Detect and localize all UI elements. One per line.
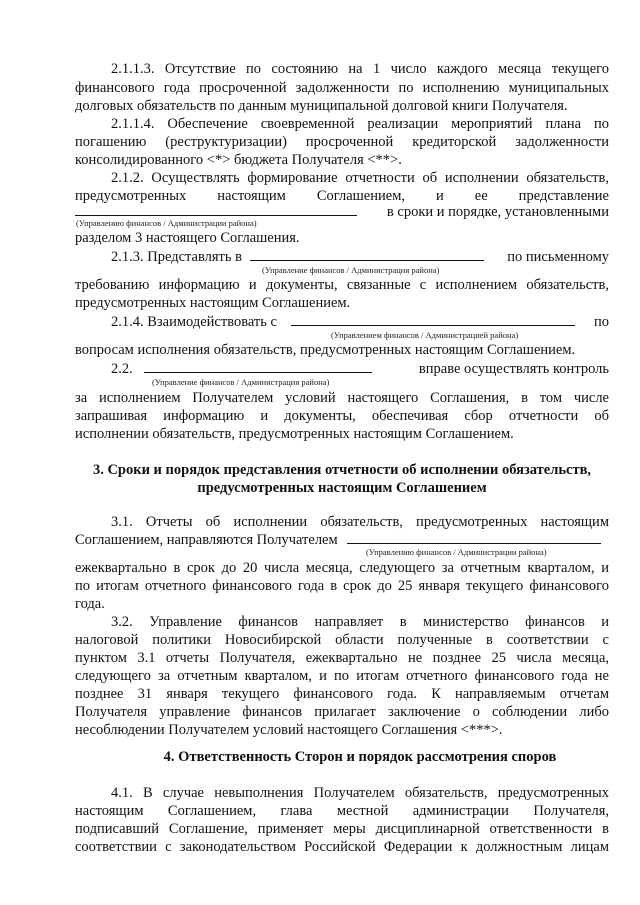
paragraph-3-2-line: несоблюдении Получателем условий настоящего Соглашения <***>. (75, 722, 503, 738)
paragraph-2-1-3-start: 2.1.3. Представлять в (111, 249, 242, 265)
paragraph-3-2-line: пунктом 3.1 отчеты Получателя, ежеквартально не позднее 25 числа месяца, (75, 650, 609, 666)
paragraph-2-2-tail: вправе осуществлять контроль (418, 361, 609, 377)
paragraph-2-1-1-3-line: финансового года просроченной задолженности по исполнению муниципальных (75, 80, 609, 96)
paragraph-3-1-line: ежеквартально в срок до 20 числа месяца, следующего за отчетным кварталом, и (75, 560, 609, 576)
paragraph-3-1-line: по итогам отчетного финансового года в срок до 25 января текущего финансового (75, 578, 609, 594)
paragraph-2-1-2-tail: в сроки и порядке, установленными (386, 204, 609, 220)
paragraph-2-1-1-3-line: долговых обязательств по данным муниципальной долговой книги Получателя. (75, 98, 568, 114)
paragraph-3-1-line: 3.1. Отчеты об исполнении обязательств, предусмотренных настоящим (111, 514, 609, 530)
field-caption: (Управлению финансов / Администрации района) (366, 547, 547, 557)
blank-field (347, 531, 601, 544)
paragraph-2-1-1-4-line: погашению (реструктуризации) просроченной кредиторской задолженности (75, 134, 609, 150)
paragraph-2-1-2-line: разделом 3 настоящего Соглашения. (75, 230, 300, 246)
paragraph-2-1-1-3-line: 2.1.1.3. Отсутствие по состоянию на 1 число каждого месяца текущего (111, 61, 609, 77)
paragraph-2-1-4-line: вопросам исполнения обязательств, предусмотренных настоящим Соглашением. (75, 342, 576, 358)
paragraph-2-1-1-4-line: 2.1.1.4. Обеспечение своевременной реализации мероприятий плана по (111, 116, 609, 132)
paragraph-4-1-line: настоящим Соглашением, глава местной администрации Получателя, (75, 803, 609, 819)
section-3-heading: предусмотренных настоящим Соглашением (197, 480, 487, 496)
paragraph-3-1-start: Соглашением, направляются Получателем (75, 532, 338, 548)
paragraph-2-1-3-line: предусмотренных настоящим Соглашением. (75, 295, 351, 311)
paragraph-2-2-line: исполнении обязательств, предусмотренных настоящим Соглашением. (75, 426, 514, 442)
paragraph-3-2-line: следующего за отчетным кварталом, и по итогам отчетного финансового года не (75, 668, 609, 684)
field-caption: (Управление финансов / Администрация района) (152, 377, 330, 387)
paragraph-3-2-line: позднее 31 января текущего финансового года. К направляемым отчетам (75, 686, 609, 702)
paragraph-2-2-line: запрашивая информацию и документы, обеспечивая сбор отчетности об (75, 408, 609, 424)
paragraph-2-1-3-line (111, 248, 609, 266)
paragraph-2-1-1-4-line: консолидированного <*> бюджета Получателя <**>. (75, 152, 402, 168)
field-caption: (Управлению финансов / Администрации района) (76, 218, 257, 228)
field-caption: (Управление финансов / Администрация района) (262, 265, 440, 275)
blank-field (144, 360, 372, 373)
paragraph-2-1-4-line (111, 313, 609, 331)
paragraph-2-2-line (111, 360, 609, 378)
paragraph-2-2-line: за исполнением Получателем условий настоящего Соглашения, в том числе (75, 390, 609, 406)
section-3-heading: 3. Сроки и порядок представления отчетности об исполнении обязательств, (92, 462, 592, 478)
paragraph-3-1-line: года. (75, 596, 105, 612)
paragraph-2-2-start: 2.2. (111, 361, 133, 377)
paragraph-2-1-4-tail: по (593, 314, 609, 330)
blank-field (291, 313, 575, 326)
section-4-heading: 4. Ответственность Сторон и порядок рассмотрения споров (163, 749, 557, 765)
paragraph-2-1-3-tail: по письменному (507, 249, 609, 265)
paragraph-4-1-line: соответствии с законодательством Российской Федерации к должностным лицам (75, 839, 609, 855)
blank-field (250, 248, 484, 261)
field-caption: (Управлением финансов / Администрацией района) (331, 330, 519, 340)
paragraph-3-2-line: налоговой политики Новосибирской области полученные в соответствии с (75, 632, 609, 648)
paragraph-3-2-line: Получателя управление финансов прилагает заключение о соблюдении либо (75, 704, 609, 720)
blank-field (75, 203, 357, 216)
paragraph-3-2-line: 3.2. Управление финансов направляет в министерство финансов и (111, 614, 609, 630)
paragraph-4-1-line: подписавший Соглашение, применяет меры дисциплинарной ответственности в (75, 821, 609, 837)
paragraph-2-1-2-line: 2.1.2. Осуществлять формирование отчетности об исполнении обязательств, (111, 170, 609, 186)
paragraph-2-1-3-line: требованию информацию и документы, связанные с исполнением обязательств, (75, 277, 609, 293)
paragraph-2-1-4-start: 2.1.4. Взаимодействовать с (111, 314, 277, 330)
paragraph-4-1-line: 4.1. В случае невыполнения Получателем обязательств, предусмотренных (111, 785, 609, 801)
paragraph-2-1-2-line: предусмотренных настоящим Соглашением, и ее представление (75, 188, 609, 204)
